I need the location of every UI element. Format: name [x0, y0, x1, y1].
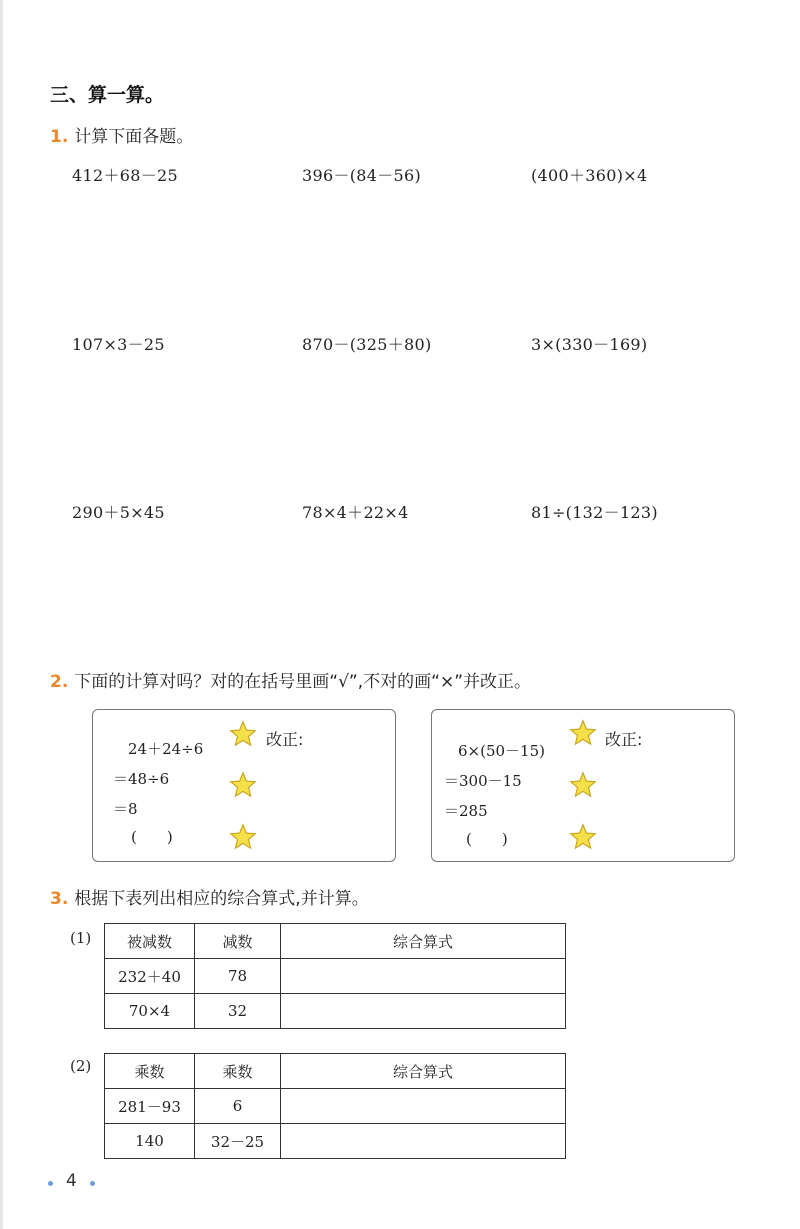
question-2-title: 下面的计算对吗？对的在括号里画“√”,不对的画“×”并改正。: [74, 672, 532, 692]
table-tag: (2): [70, 1057, 92, 1075]
table-row: [105, 994, 566, 1029]
correction-label: 改正:: [605, 730, 643, 749]
expression: 107×3－25: [72, 335, 165, 354]
answer-blank[interactable]: ( ): [131, 828, 173, 846]
correction-label: 改正:: [266, 730, 304, 749]
question-3-number: 3.: [50, 889, 69, 909]
table-header-cell: 乘数: [105, 1054, 195, 1089]
table-cell: 281－93: [105, 1089, 195, 1124]
table-header-cell: 乘数: [195, 1054, 281, 1089]
table-row: [105, 1089, 566, 1124]
expression: (400＋360)×4: [531, 166, 648, 185]
table-tag: (1): [70, 929, 92, 947]
page-edge: [0, 0, 3, 1229]
table-cell: 140: [105, 1124, 195, 1159]
question-2-number: 2.: [50, 672, 69, 692]
section-title: 三、算一算。: [50, 84, 165, 106]
table-header-cell: 综合算式: [281, 1054, 566, 1089]
question-3-title: 根据下表列出相应的综合算式,并计算。: [74, 889, 369, 909]
expression: 412＋68－25: [72, 166, 178, 185]
table-header-cell: 综合算式: [281, 924, 566, 959]
expression: 78×4＋22×4: [302, 503, 409, 522]
question-2-heading: [50, 667, 531, 692]
table-header-cell: 减数: [195, 924, 281, 959]
question-1-heading: [50, 122, 193, 147]
table-cell: 70×4: [105, 994, 195, 1029]
page-dot-right: [90, 1181, 95, 1186]
question-3-heading: [50, 884, 369, 909]
check-box-2: [431, 709, 735, 862]
table-cell: 78: [195, 959, 281, 994]
formula-answer-cell[interactable]: [281, 1124, 566, 1159]
data-table-2: [104, 1053, 566, 1159]
table-header-row: [105, 924, 566, 959]
calc-line: ＝285: [444, 802, 488, 820]
table-cell: 6: [195, 1089, 281, 1124]
star-icon: [229, 771, 257, 799]
table-header-cell: 被减数: [105, 924, 195, 959]
formula-answer-cell[interactable]: [281, 1089, 566, 1124]
data-table-1: [104, 923, 566, 1029]
check-box-1: [92, 709, 396, 862]
formula-answer-cell[interactable]: [281, 994, 566, 1029]
expression: 870－(325＋80): [302, 335, 432, 354]
table-cell: 32: [195, 994, 281, 1029]
calc-line: ＝48÷6: [113, 770, 170, 788]
table-row: [105, 1124, 566, 1159]
expression: 3×(330－169): [531, 335, 648, 354]
expression: 290＋5×45: [72, 503, 165, 522]
question-1-title: 计算下面各题。: [74, 127, 194, 147]
formula-answer-cell[interactable]: [281, 959, 566, 994]
table-cell: 232＋40: [105, 959, 195, 994]
table-header-row: [105, 1054, 566, 1089]
page-number: 4: [66, 1171, 77, 1191]
star-icon: [229, 823, 257, 851]
calc-line: ＝8: [113, 800, 138, 818]
calc-line: ＝300－15: [444, 772, 522, 790]
star-icon: [569, 719, 597, 747]
star-icon: [569, 823, 597, 851]
table-cell: 32－25: [195, 1124, 281, 1159]
star-icon: [569, 771, 597, 799]
table-row: [105, 959, 566, 994]
calc-line: 24＋24÷6: [128, 740, 204, 758]
calc-line: 6×(50－15): [458, 742, 545, 760]
answer-blank[interactable]: ( ): [466, 830, 508, 848]
question-1-number: 1.: [50, 127, 69, 147]
expression: 396－(84－56): [302, 166, 422, 185]
expression: 81÷(132－123): [531, 503, 658, 522]
star-icon: [229, 720, 257, 748]
page-dot-left: [48, 1181, 53, 1186]
